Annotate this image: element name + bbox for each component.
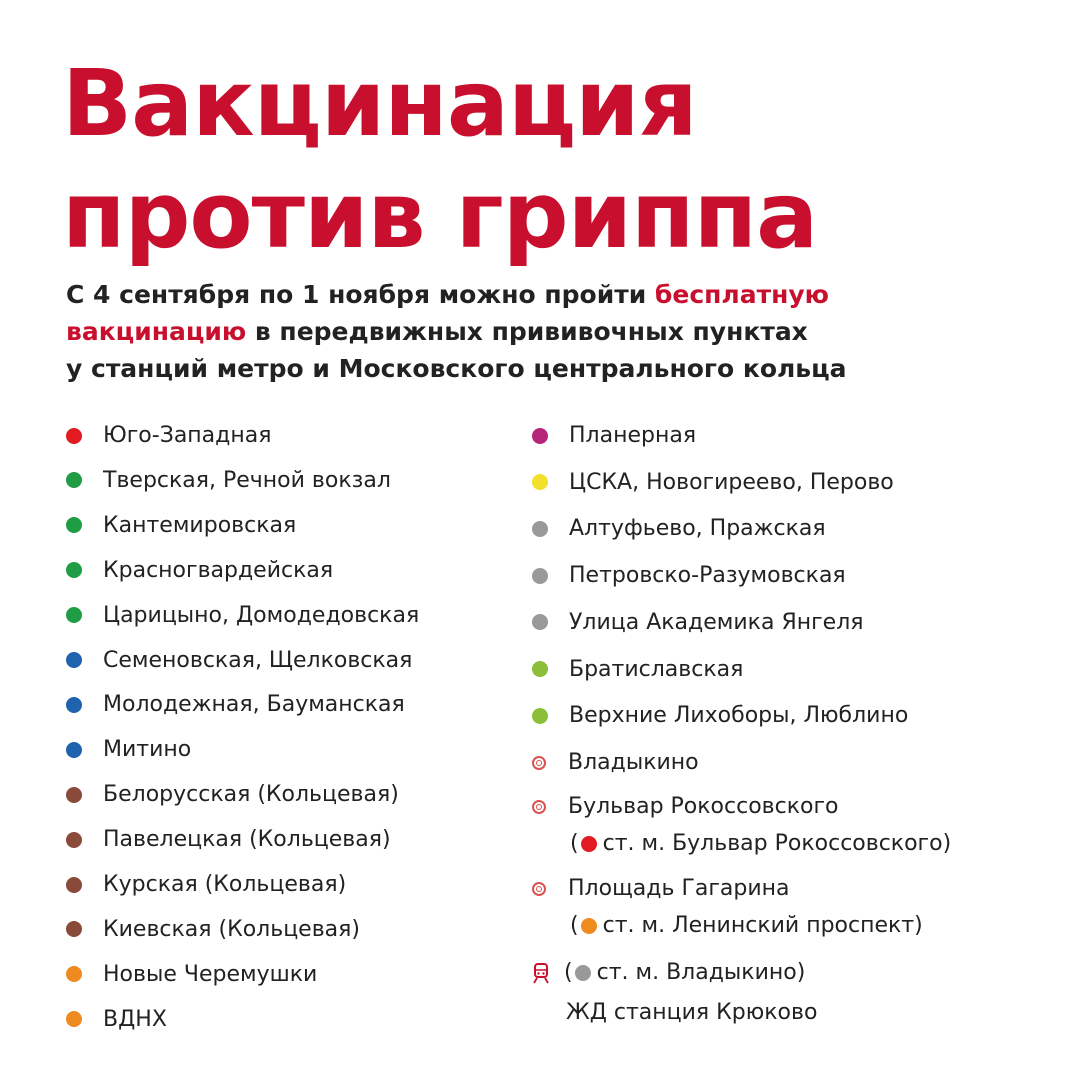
left-station-5 [66,648,412,673]
transfer-label: ст. м. Ленинский проспект) [602,913,923,938]
title-line-2: против гриппа [62,162,818,269]
intro-part-2: в передвижных прививочных пунктах [246,317,808,346]
right-station-1 [532,470,894,495]
station-label: Красногвардейская [103,557,334,583]
metro-line-dot-icon [532,708,548,724]
metro-line-dot-icon [66,562,82,578]
station-label: Петровско-Разумовская [569,563,846,589]
metro-dot-icon [581,836,597,852]
metro-line-dot-icon [66,832,82,848]
metro-line-dot-icon [66,966,82,982]
intro-highlight-1: бесплатную [654,280,829,309]
station-label: Молодежная, Бауманская [103,692,405,718]
station-label: Братиславская [569,656,744,682]
page-title [62,48,817,272]
metro-line-dot-icon [66,697,82,713]
mck-station-label: Владыкино [568,750,699,775]
mck-station-2 [532,876,790,901]
station-label: ВДНХ [103,1006,167,1032]
metro-dot-icon [575,965,591,981]
station-label: Семеновская, Щелковская [103,647,413,673]
left-station-13 [66,1007,167,1032]
left-station-10 [66,872,346,897]
metro-line-dot-icon [66,1011,82,1027]
metro-line-dot-icon [532,661,548,677]
right-station-0 [532,423,696,448]
metro-line-dot-icon [532,428,548,444]
mck-ring-icon [532,756,546,770]
station-label: Верхние Лихоборы, Люблино [569,703,909,729]
station-label: Алтуфьево, Пражская [569,516,826,542]
station-label: Новые Черемушки [103,961,318,987]
station-label: Царицыно, Домодедовская [103,602,420,628]
rail-station-label: ЖД станция Крюково [566,1000,818,1025]
right-station-2 [532,516,826,541]
mck-station-0 [532,750,699,775]
mck-ring-icon [532,800,546,814]
right-station-6 [532,703,908,728]
station-label: Павелецкая (Кольцевая) [103,827,391,853]
right-station-4 [532,610,864,635]
left-station-11 [66,917,360,942]
left-station-7 [66,737,191,762]
left-station-4 [66,603,419,628]
rail-station [566,1000,817,1025]
train-icon [532,962,550,984]
metro-line-dot-icon [66,787,82,803]
station-label: Юго-Западная [103,423,272,448]
station-label: Тверская, Речной вокзал [103,467,391,493]
metro-line-dot-icon [532,568,548,584]
station-label: Планерная [569,423,697,448]
mck-station-2-transfer: ( ст. м. Ленинский проспект) [570,913,923,938]
mck-ring-icon [532,882,546,896]
left-station-8 [66,782,399,807]
metro-line-dot-icon [66,472,82,488]
metro-line-dot-icon [66,607,82,623]
intro-highlight-2: вакцинацию [66,317,247,346]
transfer-label: ст. м. Владыкино) [596,960,806,985]
left-station-1 [66,468,391,493]
left-station-9 [66,827,391,852]
station-label: Белорусская (Кольцевая) [103,782,399,808]
left-station-0 [66,423,271,448]
intro-part-3: у станций метро и Московского центрального кольца [66,354,847,383]
intro-part-1: С 4 сентября по 1 ноября можно пройти [66,280,655,309]
metro-line-dot-icon [66,921,82,937]
right-station-3 [532,563,846,588]
left-station-3 [66,558,333,583]
station-label: Улица Академика Янгеля [569,609,864,635]
mck-station-1 [532,794,839,819]
mck-station-label: Бульвар Рокоссовского [568,794,839,819]
metro-line-dot-icon [532,614,548,630]
left-station-12 [66,962,317,987]
intro-text [66,276,1026,387]
left-station-6 [66,692,405,717]
station-label: Киевская (Кольцевая) [103,916,360,942]
transfer-label: ст. м. Бульвар Рокоссовского) [602,831,952,856]
metro-line-dot-icon [66,428,82,444]
metro-line-dot-icon [532,521,548,537]
mck-station-label: Площадь Гагарина [568,876,790,901]
metro-line-dot-icon [532,474,548,490]
station-label: Кантемировская [103,512,297,538]
station-label: Курская (Кольцевая) [103,872,347,897]
metro-line-dot-icon [66,517,82,533]
metro-line-dot-icon [66,742,82,758]
metro-dot-icon [581,918,597,934]
metro-line-dot-icon [66,877,82,893]
rail-station-transfer: ( ст. м. Владыкино) [532,960,805,985]
title-line-1: Вакцинация [62,50,697,157]
station-label: ЦСКА, Новогиреево, Перово [569,469,894,495]
right-station-5 [532,657,743,682]
left-station-2 [66,513,296,538]
metro-line-dot-icon [66,652,82,668]
station-label: Митино [103,737,192,763]
mck-station-1-transfer: ( ст. м. Бульвар Рокоссовского) [570,831,952,856]
